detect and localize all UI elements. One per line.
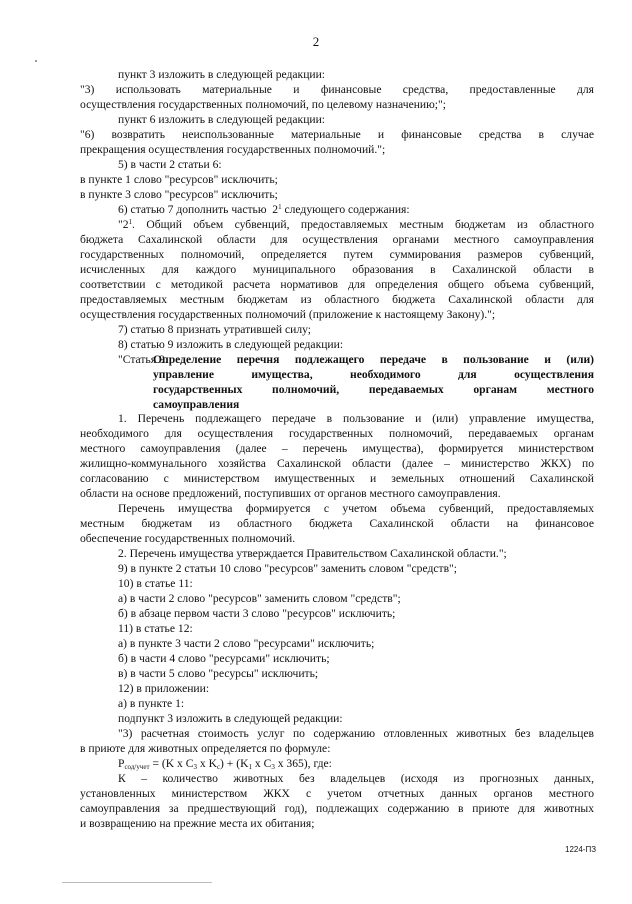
text-line: обеспечение государственных полномочий. <box>80 532 296 545</box>
text-line: исчисленных для каждого муниципального образования в Сахалинской области в <box>80 263 594 276</box>
text-line: 9) в пункте 2 статьи 10 слово "ресурсов" заменить словом "средств"; <box>118 562 457 575</box>
text-line: бюджета Сахалинской области для осуществления органами местного самоуправления <box>80 233 594 246</box>
formula-part: ) + (K <box>220 757 249 770</box>
text-line: самоуправления за предшествующий год), подлежащих содержанию в приюте для животных <box>80 802 594 815</box>
text-line: а) в пункте 3 части 2 слово "ресурсами" исключить; <box>118 637 375 650</box>
text-span: следующего содержания: <box>284 203 410 216</box>
subscript: 1 <box>248 763 252 771</box>
text-line: 1. Перечень подлежащего передаче в пользование и (или) управление имущества, <box>118 412 594 425</box>
text-line: 7) статью 8 признать утратившей силу; <box>118 323 312 336</box>
text-line: необходимого для осуществления государственных полномочий, передаваемых органам <box>80 427 594 440</box>
text-line: Перечень имущества формируется с учетом объема субвенций, предоставляемых <box>118 502 594 515</box>
article-label: "Статья 9. <box>118 353 168 366</box>
formula-part: x K <box>196 757 217 770</box>
text-line: 5) в части 2 статьи 6: <box>118 158 222 171</box>
formula-part: P <box>118 757 125 770</box>
superscript: 1 <box>278 203 282 211</box>
text-line: в) в части 5 слово "ресурсы" исключить; <box>118 667 319 680</box>
text-line: согласованию с министерством имущественных и земельных отношений Сахалинской <box>80 472 594 485</box>
formula-part: = (K x C <box>152 757 194 770</box>
formula-part: x 365), где: <box>274 757 332 770</box>
text-line: в пункте 3 слово "ресурсов" исключить; <box>80 188 278 201</box>
text-line: соответствии с методикой расчета нормативов для определения общего объема субвенций, <box>80 278 594 291</box>
text-line: прекращения осуществления государственных полномочий."; <box>80 143 386 156</box>
subscript: 3 <box>193 763 197 771</box>
text-line: и возвращению на прежние места их обитания; <box>80 817 315 830</box>
text-line: местным бюджетам из областного бюджета Сахалинской области на финансовое <box>80 517 594 530</box>
text-line: 8) статью 9 изложить в следующей редакции: <box>118 338 344 351</box>
article-heading-line: управление имущества, необходимого для осуществления <box>153 368 594 381</box>
article-heading-line: государственных полномочий, передаваемых органам местного <box>153 383 594 396</box>
subscript: 3 <box>271 763 275 771</box>
page-number: 2 <box>312 34 320 49</box>
text-line: в пункте 1 слово "ресурсов" исключить; <box>80 173 278 186</box>
text-line: 12) в приложении: <box>118 682 210 695</box>
text-line: осуществления государственных полномочий, по целевому назначению;"; <box>80 98 446 111</box>
subscript: с <box>216 763 221 771</box>
text-line: пункт 3 изложить в следующей редакции: <box>118 68 326 81</box>
text-line: в приюте для животных определяется по формуле: <box>80 742 331 755</box>
formula <box>118 757 332 770</box>
text-line: 10) в статье 11: <box>118 577 193 590</box>
text-line: установленных министерством ЖКХ с учетом отчетных данных органов местного <box>80 787 594 800</box>
text-line: "6) возвратить неиспользованные материальные и финансовые средства в случае <box>80 128 594 141</box>
article-heading-line: Определение перечня подлежащего передаче в пользование и (или) <box>153 353 594 366</box>
superscript: 1 <box>128 218 133 226</box>
text-line: а) в части 2 слово "ресурсов" заменить словом "средств"; <box>118 592 401 605</box>
text-line: жилищно-коммунального хозяйства Сахалинской области (далее – министерство ЖКХ) по <box>80 457 594 470</box>
text-line: подпункт 3 изложить в следующей редакции: <box>118 712 343 725</box>
text-line: пункт 6 изложить в следующей редакции: <box>118 113 326 126</box>
text-line: б) в части 4 слово "ресурсами" исключить; <box>118 652 330 665</box>
document-code: 1224-ПЗ <box>565 845 597 854</box>
scan-mark <box>35 60 37 62</box>
text-line: "3) использовать материальные и финансовые средства, предоставленные для <box>80 83 594 96</box>
text-line: б) в абзаце первом части 3 слово "ресурсов" исключить; <box>118 607 396 620</box>
text-line: 6) статью 7 дополнить частью $2^1$ следующего содержания: <box>118 203 410 216</box>
text-line: а) в пункте 1: <box>118 697 185 710</box>
text-line: области на основе предложений, поступивших от органов местного самоуправления. <box>80 487 501 500</box>
text-line: 2. Перечень имущества утверждается Правительством Сахалинской области."; <box>118 547 507 560</box>
text-line: К – количество животных без владельцев (исходя из прогнозных данных, <box>118 772 594 785</box>
text-line: местного самоуправления (далее – перечень имущества), формируется министерством <box>80 442 594 455</box>
text-line: 11) в статье 12: <box>118 622 193 635</box>
text-span: . Общий объем субвенций, предоставляемых местным бюджетам из областного <box>132 218 594 231</box>
text-line: осуществления государственных полномочий (приложение к настоящему Закону)."; <box>80 308 496 321</box>
text-line: предоставляемых местным бюджетам из областного бюджета Сахалинской области для <box>80 293 594 306</box>
text-span: 6) статью 7 дополнить частью <box>118 203 267 216</box>
article-heading-line: самоуправления <box>153 398 240 411</box>
text-line: "3) расчетная стоимость услуг по содержанию отловленных животных без владельцев <box>118 727 594 740</box>
subscript: сод/учет <box>124 763 150 771</box>
footer-divider <box>62 882 212 883</box>
text-span: "2 <box>118 218 129 231</box>
formula-part: x C <box>251 757 272 770</box>
text-line: государственных полномочий, определяется путем суммирования размеров субвенций, <box>80 248 594 261</box>
text-line <box>118 218 594 231</box>
